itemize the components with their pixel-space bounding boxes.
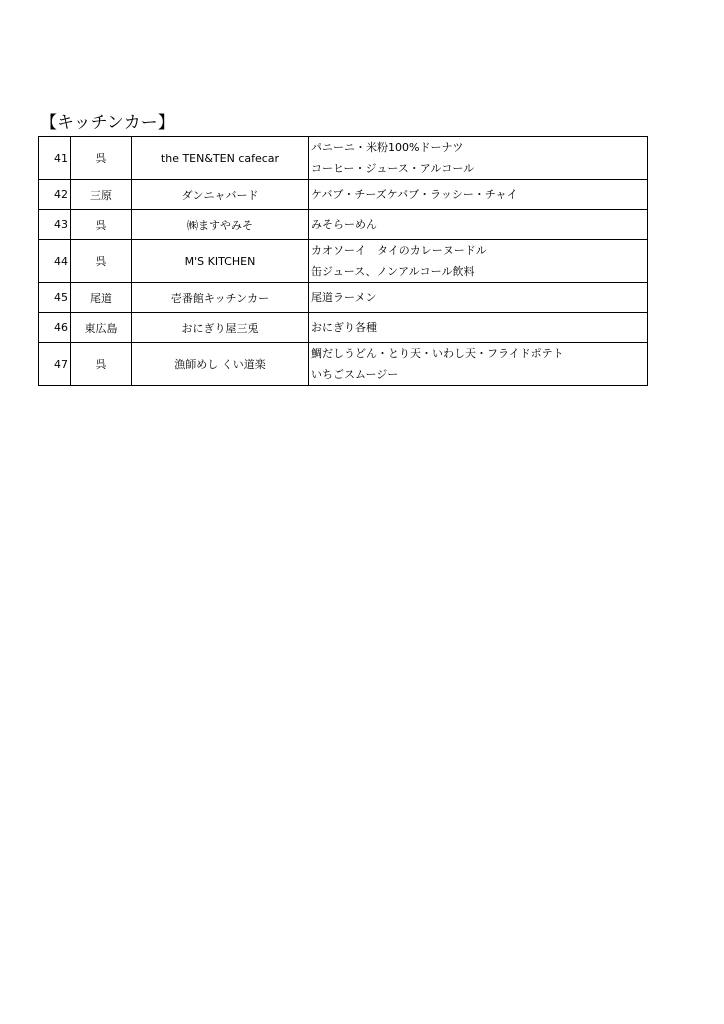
menu-line: おにぎり各種 xyxy=(311,321,377,334)
row-number: 47 xyxy=(39,343,71,386)
menu-line: 鯛だしうどん・とり天・いわし天・フライドポテト xyxy=(311,347,564,360)
table-row xyxy=(39,210,648,240)
row-menu xyxy=(309,210,648,240)
row-area: 呉 xyxy=(71,210,132,240)
row-number: 44 xyxy=(39,240,71,283)
menu-line: 尾道ラーメン xyxy=(311,291,377,304)
row-menu xyxy=(309,137,648,180)
row-shop-name: 壱番館キッチンカー xyxy=(132,283,309,313)
kitchen-car-table xyxy=(38,136,648,386)
row-number: 45 xyxy=(39,283,71,313)
row-menu xyxy=(309,343,648,386)
table-row xyxy=(39,343,648,386)
row-shop-name: おにぎり屋三兎 xyxy=(132,313,309,343)
menu-line: 缶ジュース、ノンアルコール飲料 xyxy=(311,265,475,278)
row-area: 東広島 xyxy=(71,313,132,343)
row-menu xyxy=(309,313,648,343)
row-menu xyxy=(309,180,648,210)
row-shop-name: the TEN&TEN cafecar xyxy=(132,137,309,180)
table-row xyxy=(39,180,648,210)
row-number: 41 xyxy=(39,137,71,180)
table-row xyxy=(39,313,648,343)
row-area: 尾道 xyxy=(71,283,132,313)
row-number: 42 xyxy=(39,180,71,210)
table-row xyxy=(39,240,648,283)
row-shop-name: M'S KITCHEN xyxy=(132,240,309,283)
row-area: 呉 xyxy=(71,240,132,283)
row-menu xyxy=(309,240,648,283)
row-shop-name: 漁師めし くい道楽 xyxy=(132,343,309,386)
menu-line: いちごスムージー xyxy=(311,368,399,381)
table-row xyxy=(39,283,648,313)
menu-line: ケバブ・チーズケバブ・ラッシー・チャイ xyxy=(311,188,518,201)
menu-line: カオソーイ タイのカレーヌードル xyxy=(311,244,487,257)
menu-line: パニーニ・米粉100%ドーナツ xyxy=(311,141,464,154)
table-row xyxy=(39,137,648,180)
row-area: 三原 xyxy=(71,180,132,210)
row-shop-name: ダンニャバード xyxy=(132,180,309,210)
row-number: 43 xyxy=(39,210,71,240)
row-area: 呉 xyxy=(71,137,132,180)
row-area: 呉 xyxy=(71,343,132,386)
row-menu xyxy=(309,283,648,313)
section-heading: 【キッチンカー】 xyxy=(40,113,175,133)
row-number: 46 xyxy=(39,313,71,343)
menu-line: コーヒー・ジュース・アルコール xyxy=(311,162,475,175)
menu-line: みそらーめん xyxy=(311,218,377,231)
row-shop-name: ㈱ますやみそ xyxy=(132,210,309,240)
